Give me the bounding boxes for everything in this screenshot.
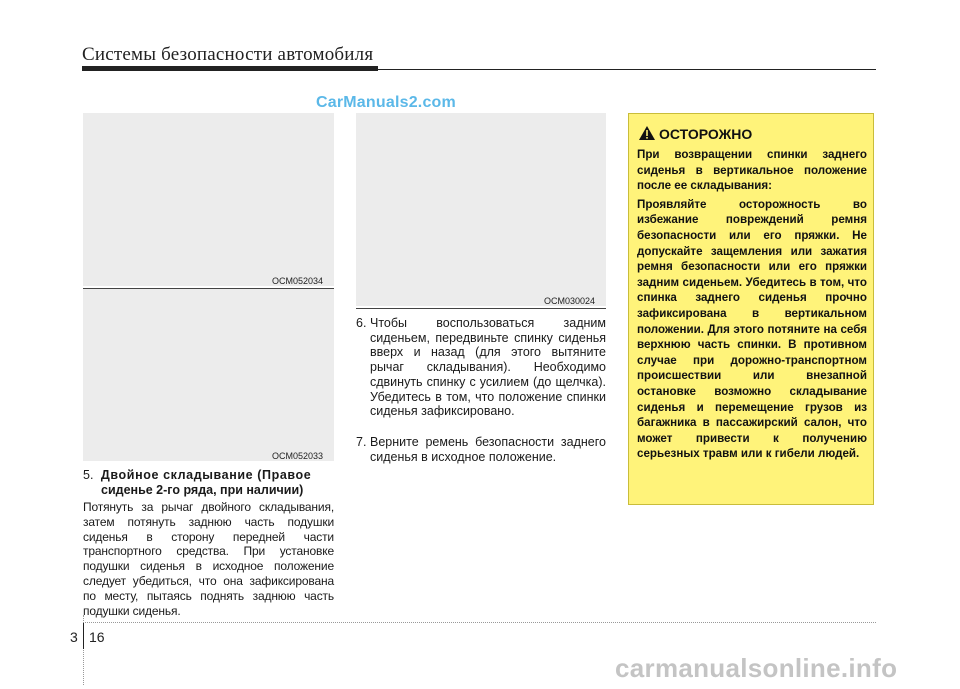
item5-body: Потянуть за рычаг двойного складывания, затем потянуть заднюю часть подушки сиденья в сторону передней части транспортного средства. При установке подушки сиденья в исходное положение следует убедиться, что она зафиксирована по месту, пытаясь поднять заднюю часть подушки сиденья.: [83, 500, 334, 618]
item5-heading: [83, 468, 334, 483]
item5-heading-line1: Двойное складывание (Правое: [100, 468, 312, 482]
figure-caption-2: OCM052033: [272, 451, 324, 461]
page-number-separator: [83, 623, 84, 649]
watermark-top: CarManuals2.com: [316, 94, 456, 111]
item7-text: Верните ремень безопасности заднего сиденья в исходное положение.: [370, 435, 606, 464]
item5-number: 5.: [83, 468, 94, 482]
item7: [356, 435, 606, 464]
warning-box: [628, 113, 874, 505]
watermark-bottom: carmanualsonline.info: [615, 653, 898, 683]
item6: [356, 316, 606, 419]
header-bar: [82, 66, 378, 71]
warning-title: ОСТОРОЖНО: [659, 126, 753, 142]
item6-number: 6.: [356, 316, 367, 330]
figure-caption-3: OCM030024: [544, 296, 596, 306]
figure-image-1: [83, 113, 334, 286]
item5-heading-line2: сиденье 2-го ряда, при наличии): [101, 483, 304, 497]
page-number: 16: [89, 629, 105, 645]
figure-image-2: [83, 289, 334, 461]
warning-paragraph-2: Проявляйте осторожность во избежание повреждений ремня безопасности или его пряжки. Не допускайте защемления или зажатия ремня безопасности или его пряжки задним сиденьем. Убедитесь в том, что спинка заднего сиденья прочно зафиксирована в вертикальном положении. Для этого потяните на себя верхнюю часть спинки. В противном случае при дорожно-транспортном происшествии или внезапной остановке возможно складывание сиденья и перемещение грузов из багажника в пассажирский салон, что может привести к получению серьезных травм или к гибели людей.: [637, 197, 867, 461]
warning-triangle-icon: [638, 125, 656, 141]
footer-dotted-horizontal: [83, 622, 876, 623]
header-rule: [378, 69, 876, 70]
warning-body: [637, 147, 867, 462]
page-header-title: Системы безопасности автомобиля: [82, 44, 374, 65]
figure-image-3: [356, 113, 606, 306]
item7-number: 7.: [356, 435, 367, 449]
figure-caption-1: OCM052034: [272, 276, 324, 286]
figure-rule-3: [356, 308, 606, 309]
item6-text: Чтобы воспользоваться задним сиденьем, передвиньте спинку сиденья вверх и назад (для этого вытяните рычаг складывания). Необходимо сдвинуть спинку с усилием (до щелчка). Убедитесь в том, что положение спинки сиденья зафиксировано.: [370, 316, 606, 419]
warning-paragraph-1: При возвращении спинки заднего сиденья в вертикальное положение после ее складывания:: [637, 148, 867, 193]
chapter-number: 3: [70, 629, 78, 645]
